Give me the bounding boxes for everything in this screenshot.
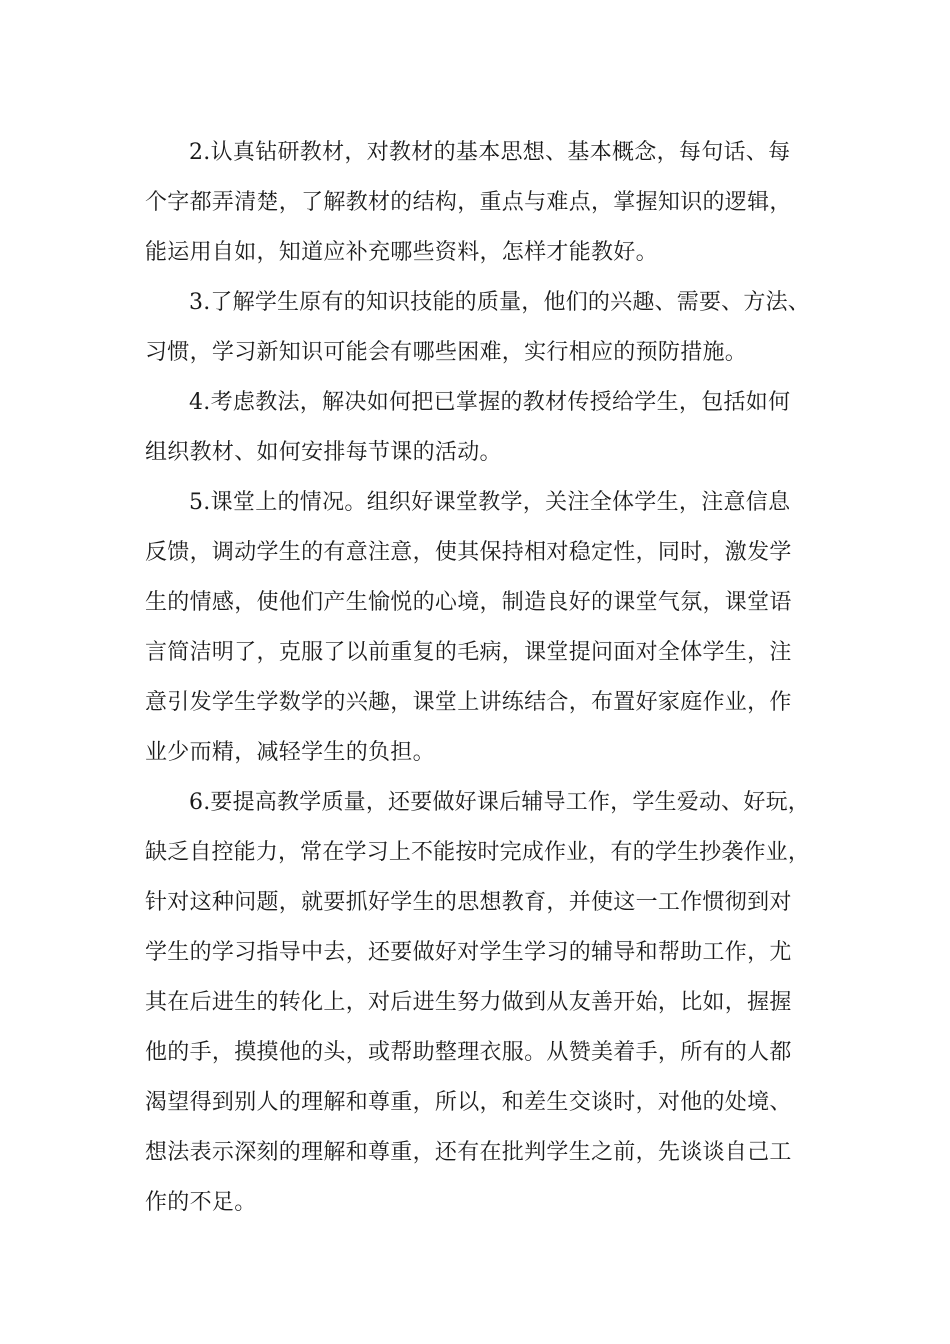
document-body: [145, 128, 810, 1228]
paragraph-item-5: [145, 478, 810, 778]
text-line: 反馈，调动学生的有意注意，使其保持相对稳定性，同时，激发学: [145, 540, 792, 565]
text-line: 6.要提高教学质量，还要做好课后辅导工作，学生爱动、好玩，: [189, 790, 810, 815]
text-line: 针对这种问题，就要抓好学生的思想教育，并使这一工作惯彻到对: [145, 890, 792, 915]
text-line: 2.认真钻研教材，对教材的基本思想、基本概念，每句话、每: [189, 140, 791, 165]
paragraph-item-3: [145, 278, 810, 378]
text-line: 意引发学生学数学的兴趣，课堂上讲练结合，布置好家庭作业，作: [145, 690, 792, 715]
text-line: 5.课堂上的情况。组织好课堂教学，关注全体学生，注意信息: [189, 490, 791, 515]
text-line: 业少而精，减轻学生的负担。: [145, 740, 435, 765]
text-line: 想法表示深刻的理解和尊重，还有在批判学生之前，先谈谈自己工: [145, 1140, 792, 1165]
text-line: 4.考虑教法，解决如何把已掌握的教材传授给学生，包括如何: [189, 390, 791, 415]
text-line: 个字都弄清楚，了解教材的结构，重点与难点，掌握知识的逻辑，: [145, 190, 792, 215]
text-line: 组织教材、如何安排每节课的活动。: [145, 440, 502, 465]
text-line: 能运用自如，知道应补充哪些资料，怎样才能教好。: [145, 240, 658, 265]
text-line: 习惯，学习新知识可能会有哪些困难，实行相应的预防措施。: [145, 340, 748, 365]
paragraph-item-6: [145, 778, 810, 1228]
paragraph-item-2: [145, 128, 810, 278]
text-line: 渴望得到别人的理解和尊重，所以，和差生交谈时，对他的处境、: [145, 1090, 792, 1115]
paragraph-item-4: [145, 378, 810, 478]
text-line: 缺乏自控能力，常在学习上不能按时完成作业，有的学生抄袭作业，: [145, 840, 810, 865]
text-line: 其在后进生的转化上，对后进生努力做到从友善开始，比如，握握: [145, 990, 792, 1015]
text-line: 学生的学习指导中去，还要做好对学生学习的辅导和帮助工作，尤: [145, 940, 792, 965]
text-line: 3.了解学生原有的知识技能的质量，他们的兴趣、需要、方法、: [189, 290, 810, 315]
text-line: 生的情感，使他们产生愉悦的心境，制造良好的课堂气氛，课堂语: [145, 590, 792, 615]
text-line: 他的手，摸摸他的头，或帮助整理衣服。从赞美着手，所有的人都: [145, 1040, 792, 1065]
text-line: 言简洁明了，克服了以前重复的毛病，课堂提问面对全体学生，注: [145, 640, 792, 665]
text-line: 作的不足。: [145, 1190, 257, 1215]
